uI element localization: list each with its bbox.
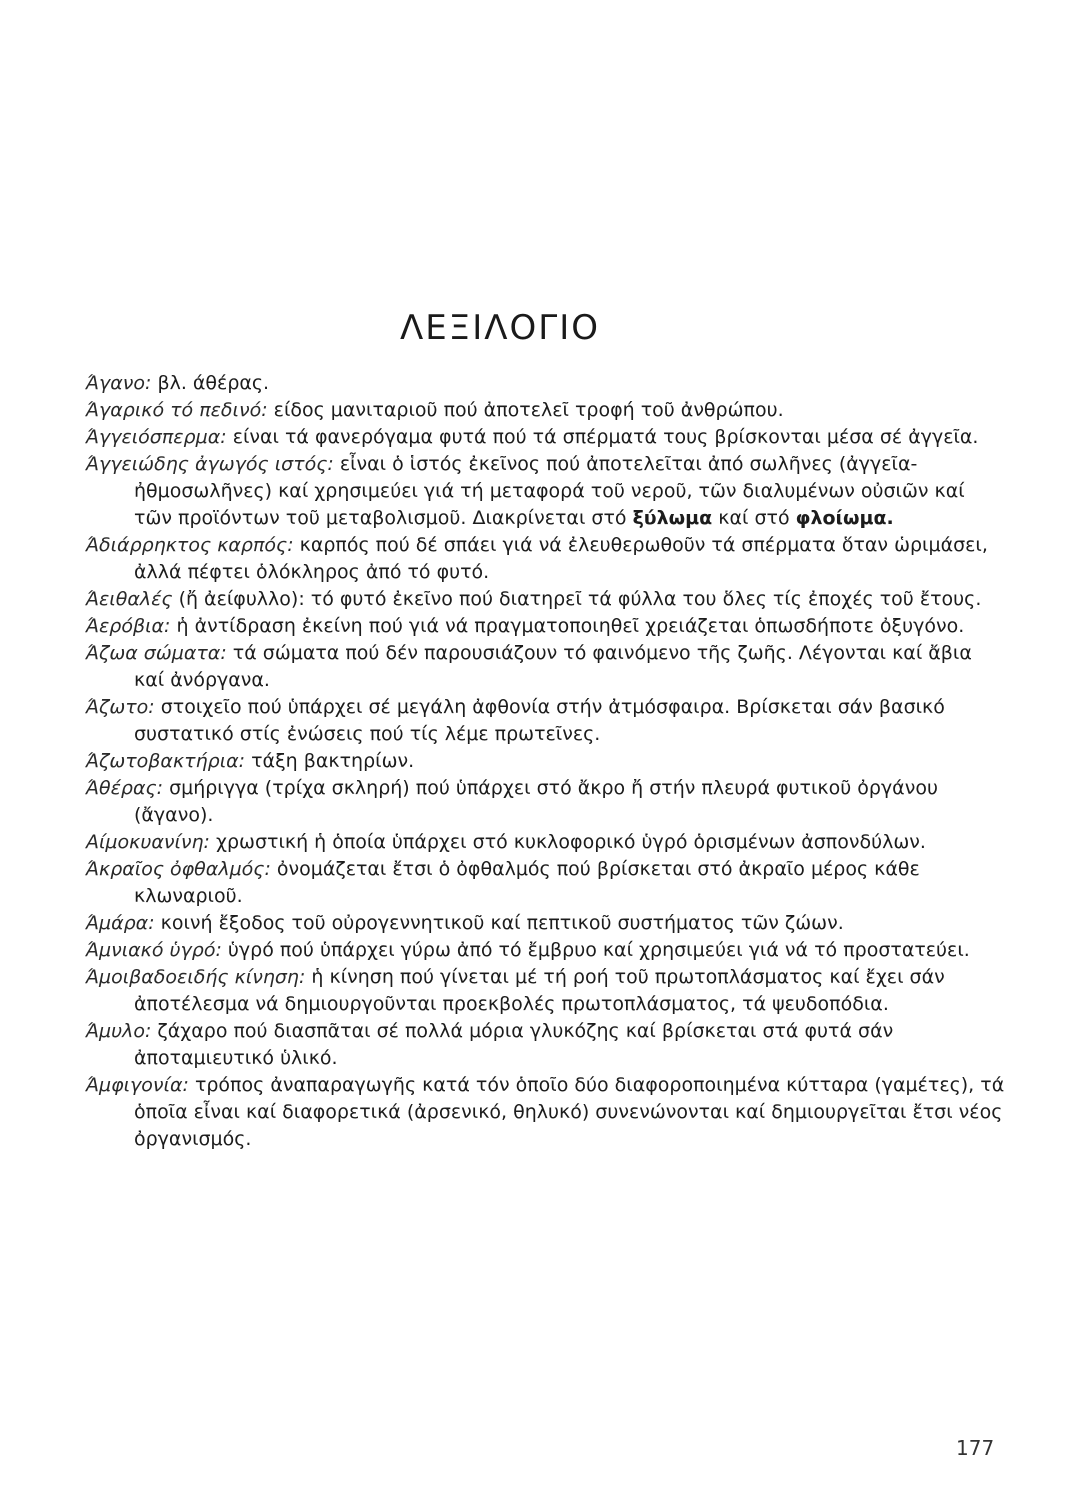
entry-definition: τρόπος ἀναπαραγωγῆς κατά τόν ὁποῖο δύο διαφοροποιημένα κύτταρα (γαμέτες), τά ὁποῖα εἶναι καί διαφορετικά (ἀρσενικό, θηλυκό) συνενώνονται καί δημιουργεῖται ἔτσι νέος ὀργανισμός. (134, 1074, 1005, 1150)
entry-term: Άζωα σώματα: (86, 642, 227, 664)
entry-bold-term: φλοίωμα. (795, 507, 894, 529)
entry-term: Άμυλο: (86, 1020, 152, 1042)
glossary-entry (86, 1072, 1008, 1153)
entry-term: Άμνιακό ὑγρό: (86, 939, 222, 961)
entry-definition: ὑγρό πού ὑπάρχει γύρω ἀπό τό ἔμβρυο καί χρησιμεύει γιά νά τό προστατεύει. (227, 939, 970, 961)
glossary-entry (86, 451, 1008, 532)
entry-term: Άγαρικό τό πεδινό: (86, 399, 268, 421)
entry-definition: τάξη βακτηρίων. (251, 750, 415, 772)
entry-definition: είδος μανιταριοῦ πού ἀποτελεῖ τροφή τοῦ ἀνθρώπου. (273, 399, 784, 421)
entry-term: Άμάρα: (86, 912, 155, 934)
glossary-entry (86, 694, 1008, 748)
glossary-entry (86, 613, 1008, 640)
page-title: ΛΕΞΙΛΟΓΙΟ (399, 308, 600, 348)
entry-definition: (ἤ ἀείφυλλο): τό φυτό ἐκεῖνο πού διατηρεῖ τά φύλλα του ὅλες τίς ἐποχές τοῦ ἔτους. (178, 588, 982, 610)
entry-definition: κοινή ἔξοδος τοῦ οὐρογεννητικοῦ καί πεπτικοῦ συστήματος τῶν ζώων. (160, 912, 844, 934)
entry-definition: ὀνομάζεται ἔτσι ὁ ὀφθαλμός πού βρίσκεται στό ἀκραῖο μέρος κάθε κλωναριοῦ. (134, 858, 920, 907)
entry-definition: στοιχεῖο πού ὑπάρχει σέ μεγάλη ἀφθονία στήν ἀτμόσφαιρα. Βρίσκεται σάν βασικό συστατικό στίς ἐνώσεις πού τίς λέμε πρωτεῖνες. (134, 696, 945, 745)
entry-term: Αίμοκυανίνη: (86, 831, 210, 853)
glossary-entry (86, 937, 1008, 964)
entry-definition: είναι τά φανερόγαμα φυτά πού τά σπέρματά τους βρίσκονται μέσα σέ ἀγγεῖα. (232, 426, 979, 448)
entry-definition-text: εἶναι ὁ ἱστός ἐκεῖνος πού ἀποτελεῖται ἀπό σωλῆνες (ἀγγεῖα-ἠθμοσωλῆνες) καί χρησιμεύει γιά τή μεταφορά τοῦ νεροῦ, τῶν διαλυμένων οὐσιῶν καί τῶν προϊόντων τοῦ μεταβολισμοῦ. Διακρίνεται στό (134, 453, 965, 529)
glossary-entry (86, 370, 1008, 397)
glossary-entry (86, 424, 1008, 451)
glossary-entry (86, 748, 1008, 775)
glossary-entry (86, 532, 1008, 586)
glossary-entry (86, 829, 1008, 856)
glossary-entry (86, 964, 1008, 1018)
entry-term: Άδιάρρηκτος καρπός: (86, 534, 294, 556)
entry-term: Άμοιβαδοειδής κίνηση: (86, 966, 306, 988)
entry-term: Άζωτοβακτήρια: (86, 750, 246, 772)
entry-definition: σμήριγγα (τρίχα σκληρή) πού ὑπάρχει στό ἄκρο ἤ στήν πλευρά φυτικοῦ ὀργάνου (ἄγανο). (134, 777, 938, 826)
entry-term: Άειθαλές (86, 588, 173, 610)
glossary-entry (86, 1018, 1008, 1072)
entry-bold-term: ξύλωμα (632, 507, 713, 529)
entry-term: Άθέρας: (86, 777, 164, 799)
entry-term: Άγανο: (86, 372, 152, 394)
entry-definition: βλ. άθέρας. (157, 372, 270, 394)
glossary-entry (86, 856, 1008, 910)
entry-definition: ἡ κίνηση πού γίνεται μέ τή ροή τοῦ πρωτοπλάσματος καί ἔχει σάν ἀποτέλεσμα νά δημιουργοῦνται προεκβολές πρωτοπλάσματος, τά ψευδοπόδια. (134, 966, 945, 1015)
glossary-entry (86, 640, 1008, 694)
glossary-list (86, 370, 1008, 1153)
glossary-entry (86, 775, 1008, 829)
glossary-entry (86, 586, 1008, 613)
glossary-entry (86, 910, 1008, 937)
entry-term: Άγγειώδης ἀγωγός ιστός: (86, 453, 334, 475)
entry-definition: καρπός πού δέ σπάει γιά νά ἐλευθερωθοῦν τά σπέρματα ὅταν ὡριμάσει, ἀλλά πέφτει ὁλόκληρος ἀπό τό φυτό. (134, 534, 988, 583)
entry-definition: ζάχαρο πού διασπᾶται σέ πολλά μόρια γλυκόζης καί βρίσκεται στά φυτά σάν ἀποταμιευτικό ὑλικό. (134, 1020, 894, 1069)
entry-term: Άγγειόσπερμα: (86, 426, 227, 448)
entry-definition: τά σώματα πού δέν παρουσιάζουν τό φαινόμενο τῆς ζωῆς. Λέγονται καί ἄβια καί ἀνόργανα. (134, 642, 972, 691)
entry-definition-text: καί στό (718, 507, 790, 529)
entry-term: Άερόβια: (86, 615, 171, 637)
entry-definition: ἡ ἀντίδραση ἐκείνη πού γιά νά πραγματοποιηθεῖ χρειάζεται ὁπωσδήποτε ὀξυγόνο. (176, 615, 965, 637)
glossary-entry (86, 397, 1008, 424)
entry-term: Άμφιγονία: (86, 1074, 189, 1096)
entry-term: Άζωτο: (86, 696, 155, 718)
entry-definition: χρωστική ἡ ὁποία ὑπάρχει στό κυκλοφορικό ὑγρό ὁρισμένων ἀσπονδύλων. (216, 831, 926, 853)
entry-term: Άκραῖος ὀφθαλμός: (86, 858, 271, 880)
page-number: 177 (956, 1436, 995, 1460)
